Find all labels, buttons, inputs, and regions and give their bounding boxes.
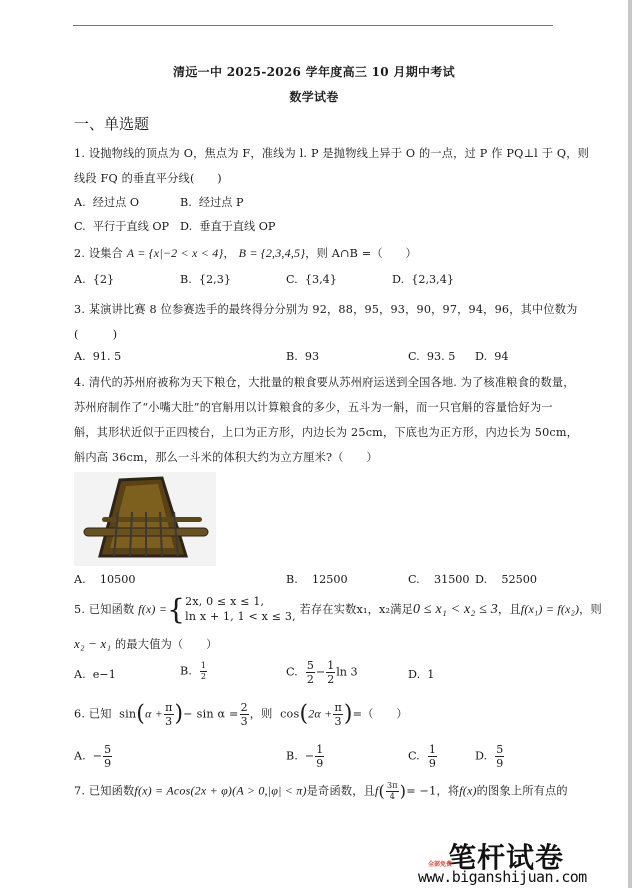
option-d[interactable]: D. 94 [475, 350, 509, 363]
header-rule [73, 25, 553, 26]
option-b[interactable]: B. {2,3} [180, 273, 231, 286]
question-stem-cont: 线段 FQ 的垂直平分线( ) [74, 172, 222, 185]
difference-expr: x₂ − x₁ [74, 636, 112, 651]
option-b[interactable]: B. 93 [286, 350, 320, 363]
question-number: 4. [74, 376, 86, 389]
function-def: f(x) = Acos(2x + φ)(A > 0,|φ| < π) [134, 783, 307, 798]
option-b[interactable]: B. 经过点 P [180, 196, 244, 209]
question-number: 7. [74, 784, 86, 798]
option-a[interactable]: A. e−1 [74, 668, 116, 681]
exam-page: 清远一中 2025-2026 学年度高三 10 月期中考试 数学试卷 一、单选题 1. 设抛物线的顶点为 O，焦点为 F，准线为 l. P 是抛物线上异于 O 的一点，过 P 作 PQ⊥l 于 Q，则 线段 FQ 的垂直平分线( ) A. 经过点 O B. 经过点 P C. 平行于直线 OP D. 垂直于直线 OP 2. 设集合 A = {x|−2 < x < 4}， B = {2,3,4,5}，则 A∩B =（ ） A. {2} B. {2,3} C. {3,4} D. {2,3,4} 3. 某演讲比赛 8 位参赛选手的最终得分分别为 92，88，95，93，90，97，94，96，其中位数为 ( ) A. 91. 5 B. 93 C. 93. 5 D. 94 4. 清代的苏州府被称为天下粮仓，大批量的粮食要从苏州府运送到全国各地. 为了核准粮食的数量， 苏州府制作了“小嘴大肚”的官斛用以计算粮食的多少，五斗为一斛，而一只官斛的容量恰好为一 斛，其形状近似于正四棱台，上口为正方形，内边长为 25cm，下底也为正方形，内边长为 50cm， 斛内高 36cm，那么一斗米的体积大约为立方厘米?（ ） A. 10500 B. 12500 C. 31500 D. 52500 5. 已知函数 f(x) ={ 2x, 0 ≤ x ≤ 1, ln x + 1, 1 < x ≤ 3, 若存在实数x₁，x₂满足0 ≤ x₁ < x₂ ≤ 3，且f(x₁) = f(x₂)，则 x₂ − x₁ 的最大值为（ ） A. e−1 B. $\frac{1}{2}$ C. $\frac{5}{2}$ − $\frac{1}{2}$ ln 3 D. 1 6. 已知 sin(α + $\frac{\pi}{3}$ )− sin α = $\frac{2}{3}$ ，则 cos(2α + $\frac{\pi}{3}$ )=（ ） A. − $\frac{5}{9}$ B. − $\frac{1}{9}$ C. $\frac{1}{9}$ D. $\frac{5}{9}$ 7. 已知函数f(x) = Acos(2x + φ)(A > 0,|φ| < π)是奇函数，且f( $\frac{3\pi}{4}$ )= −1，将f(x)的图象上所有点的 笔杆试卷 全部免费 www.biganshijuan.com [0, 0, 628, 888]
question-number: 6. [74, 707, 86, 721]
question-stem: 设抛物线的顶点为 O，焦点为 F，准线为 l. P 是抛物线上异于 O 的一点，过 P 作 PQ⊥l 于 Q，则 [88, 147, 589, 160]
exam-subtitle: 数学试卷 [289, 90, 339, 104]
watermark-tag: 全部免费 [428, 861, 453, 868]
set-b: B = {2,3,4,5} [238, 246, 306, 260]
vertical-scrollbar[interactable] [628, 0, 632, 888]
option-a[interactable]: A. {2} [74, 273, 115, 286]
question-number: 5. [74, 603, 86, 616]
question-stem: 某演讲比赛 8 位参赛选手的最终得分分别为 92，88，95，93，90，97，94，96，其中位数为 [88, 303, 578, 316]
brace-symbol: { [167, 593, 186, 626]
option-c[interactable]: C. 31500 [408, 573, 470, 586]
watermark-brand: 笔杆试卷 [448, 841, 565, 874]
option-c[interactable]: C. $\frac{1}{9}$ [408, 743, 436, 770]
condition: 0 ≤ x₁ < x₂ ≤ 3 [413, 602, 499, 617]
exam-title: 清远一中 2025-2026 学年度高三 10 月期中考试 [173, 65, 455, 79]
option-d[interactable]: D. 垂直于直线 OP [180, 220, 276, 233]
option-b[interactable]: B. − $\frac{1}{9}$ [286, 743, 324, 770]
watermark-url: www.biganshijuan.com [418, 868, 587, 886]
option-d[interactable]: D. 1 [408, 668, 435, 681]
option-a[interactable]: A. 91. 5 [74, 350, 122, 363]
function-name: f(x) = [138, 602, 168, 616]
option-b[interactable]: B. 12500 [286, 573, 348, 586]
option-a[interactable]: A. 经过点 O [74, 196, 140, 209]
question-number: 3. [74, 303, 86, 316]
grain-measure-image [74, 472, 216, 566]
option-d[interactable]: D. 52500 [475, 573, 537, 586]
option-d[interactable]: D. {2,3,4} [392, 273, 454, 286]
piecewise-cases: 2x, 0 ≤ x ≤ 1, ln x + 1, 1 < x ≤ 3, [185, 595, 296, 623]
option-c[interactable]: C. {3,4} [286, 273, 337, 286]
question-stem-cont: 斛，其形状近似于正四棱台，上口为正方形，内边长为 25cm，下底也为正方形，内边长为 50cm， [74, 426, 579, 439]
question-number: 1. [74, 147, 86, 160]
question-stem-cont: 苏州府制作了“小嘴大肚”的官斛用以计算粮食的多少，五斗为一斛，而一只官斛的容量恰好为一 [74, 401, 553, 414]
question-stem: 清代的苏州府被称为天下粮仓，大批量的粮食要从苏州府运送到全国各地. 为了核准粮食的数量， [88, 376, 575, 389]
equality: f(x₁) = f(x₂) [520, 602, 580, 616]
option-c[interactable]: C. 93. 5 [408, 350, 456, 363]
option-d[interactable]: D. $\frac{5}{9}$ [475, 743, 504, 770]
option-b[interactable]: B. $\frac{1}{2}$ [180, 661, 206, 681]
set-a: A = {x|−2 < x < 4} [126, 246, 224, 260]
section-heading: 一、单选题 [74, 115, 150, 133]
option-c[interactable]: C. $\frac{5}{2}$ − $\frac{1}{2}$ ln 3 [286, 659, 358, 686]
option-a[interactable]: A. 10500 [74, 573, 136, 586]
option-c[interactable]: C. 平行于直线 OP [74, 220, 170, 233]
question-number: 2. [74, 247, 86, 260]
option-a[interactable]: A. − $\frac{5}{9}$ [74, 743, 112, 770]
question-stem-cont: ( ) [74, 328, 118, 341]
question-stem-cont: 斛内高 36cm，那么一斗米的体积大约为立方厘米?（ ） [74, 451, 378, 464]
